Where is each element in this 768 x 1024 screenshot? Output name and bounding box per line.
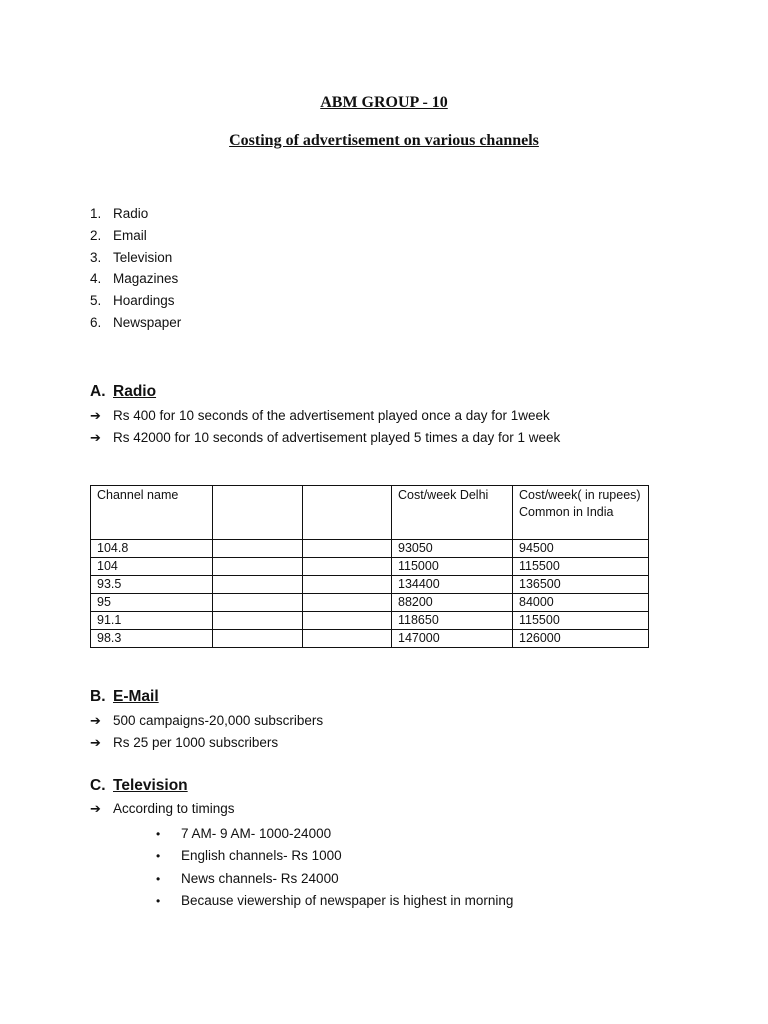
table-header-cell (213, 486, 303, 540)
list-item (156, 869, 513, 891)
list-item-label: Hoardings (113, 293, 175, 309)
table-cell (303, 630, 392, 648)
bullet-text: 7 AM- 9 AM- 1000-24000 (181, 826, 332, 841)
bullet-icon: • (156, 849, 161, 864)
table-cell (303, 576, 392, 594)
table-cell (213, 612, 303, 630)
section-letter: C. (90, 777, 106, 794)
section-label: Television (113, 777, 188, 794)
section-heading-radio (90, 383, 156, 401)
table-cell: 115000 (392, 558, 513, 576)
table-cell: 134400 (392, 576, 513, 594)
table-header-cell: Cost/week Delhi (392, 486, 513, 540)
arrow-right-icon: ➔ (90, 802, 101, 817)
table-cell: 115500 (513, 612, 649, 630)
table-row (91, 612, 649, 630)
section-letter: B. (90, 688, 106, 705)
table-cell: 104 (91, 558, 213, 576)
email-point (90, 713, 323, 729)
section-heading-email (90, 688, 159, 706)
channels-list (90, 204, 181, 335)
table-row (91, 630, 649, 648)
bullet-text: News channels- Rs 24000 (181, 870, 339, 886)
list-number: 2. (90, 227, 102, 243)
email-point (90, 735, 278, 751)
arrow-right-icon: ➔ (90, 409, 101, 424)
table-cell (213, 576, 303, 594)
list-item-label: Radio (113, 206, 149, 221)
point-text: According to timings (113, 801, 235, 816)
table-cell (213, 594, 303, 612)
table-cell (213, 558, 303, 576)
arrow-right-icon: ➔ (90, 431, 101, 446)
table-cell: 94500 (513, 540, 649, 558)
table-cell (303, 594, 392, 612)
list-number: 3. (90, 249, 102, 265)
table-cell: 126000 (513, 630, 649, 648)
bullet-icon: • (156, 827, 161, 841)
table-row (91, 576, 649, 594)
table-cell: 136500 (513, 576, 649, 594)
list-item-label: Email (113, 227, 147, 243)
table-cell: 115500 (513, 558, 649, 576)
list-item (90, 204, 181, 226)
point-text: Rs 42000 for 10 seconds of advertisement played 5 times a day for 1 week (113, 430, 561, 445)
list-item (90, 248, 181, 270)
list-item (156, 824, 513, 846)
table-cell (213, 630, 303, 648)
list-item (90, 269, 181, 291)
list-number: 5. (90, 293, 102, 309)
television-point (90, 801, 235, 817)
table-cell: 98.3 (91, 630, 213, 648)
table-header-cell: Channel name (91, 486, 213, 540)
bullet-text: English channels- Rs 1000 (181, 848, 342, 864)
table-cell (303, 612, 392, 630)
document-subtitle: Costing of advertisement on various channels (229, 132, 539, 149)
list-number: 1. (90, 206, 102, 221)
bullet-text: Because viewership of newspaper is highest in morning (181, 892, 514, 908)
table-header-row (91, 486, 649, 540)
list-item-label: Newspaper (113, 314, 182, 330)
section-label: E-Mail (113, 688, 159, 705)
table-cell (303, 540, 392, 558)
list-item (90, 226, 181, 248)
list-item-label: Television (113, 249, 173, 265)
table-cell: 93050 (392, 540, 513, 558)
table-cell: 104.8 (91, 540, 213, 558)
radio-point (90, 430, 560, 446)
radio-cost-table (90, 485, 649, 648)
list-number: 4. (90, 271, 102, 287)
table-cell: 84000 (513, 594, 649, 612)
section-label: Radio (113, 383, 157, 400)
point-text: Rs 400 for 10 seconds of the advertisement played once a day for 1week (113, 408, 550, 423)
table-header-cell (303, 486, 392, 540)
table-cell: 91.1 (91, 612, 213, 630)
point-text: Rs 25 per 1000 subscribers (113, 735, 279, 750)
bullet-icon: • (156, 893, 161, 908)
point-text: 500 campaigns-20,000 subscribers (113, 713, 324, 728)
table-cell: 93.5 (91, 576, 213, 594)
list-item (90, 291, 181, 313)
list-item (90, 313, 181, 335)
radio-point (90, 408, 550, 424)
section-heading-television (90, 777, 188, 795)
table-cell: 118650 (392, 612, 513, 630)
television-bullet-list (156, 824, 513, 913)
list-number: 6. (90, 314, 102, 330)
table-cell: 147000 (392, 630, 513, 648)
table-cell: 95 (91, 594, 213, 612)
table-row (91, 594, 649, 612)
list-item (156, 846, 513, 868)
table-cell (213, 540, 303, 558)
table-cell: 88200 (392, 594, 513, 612)
list-item (156, 891, 513, 913)
table-header-cell: Cost/week( in rupees) Common in India (513, 486, 649, 540)
bullet-icon: • (156, 871, 161, 886)
document-title: ABM GROUP - 10 (320, 94, 448, 111)
table-cell (303, 558, 392, 576)
table-row (91, 558, 649, 576)
list-item-label: Magazines (113, 271, 179, 287)
arrow-right-icon: ➔ (90, 714, 101, 729)
arrow-right-icon: ➔ (90, 736, 101, 751)
table-row (91, 540, 649, 558)
section-letter: A. (90, 383, 106, 400)
